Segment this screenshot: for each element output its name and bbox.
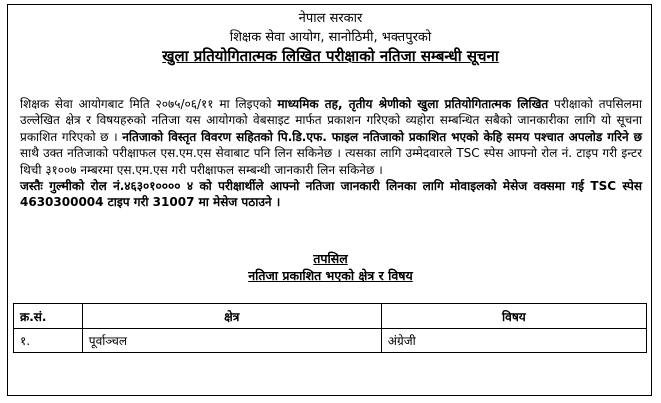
paragraph-text-2: परीक्षाको तपसिलमा उल्लेखित क्षेत्र र विषयहरुको नतिजा यस आयोगको वेबसाइट मार्फत प्रकाशन गरिएको व्यहोरा सम्बन्धित सबैको जानकारीका लागि यो सूचना प्रकाशित गरिएको छ ।: [20, 97, 643, 144]
paragraph-text-1: शिक्षक सेवा आयोगबाट मिति २०७५/०६/११ मा लिइएको: [20, 97, 278, 111]
pdf-notice-bold: नतिजाको विस्तृत विवरण सहितको पि.डि.एफ. फाइल नतिजाको प्रकाशित भएको केहि समय पश्चात अपलोड गरिने छ: [122, 129, 642, 144]
government-name: नेपाल सरकार: [298, 11, 363, 26]
cell-serial: १.: [14, 329, 83, 353]
table-header-row: [14, 304, 647, 329]
detail-heading-1: तपसिल: [313, 251, 348, 266]
cell-region: पूर्वाञ्चल: [82, 329, 381, 353]
cell-subject: अंग्रेजी: [381, 329, 646, 353]
detail-heading: [0, 250, 661, 284]
notice-body: [20, 96, 642, 211]
col-header-region: क्षेत्र: [82, 304, 381, 329]
detail-heading-2: नतिजा प्रकाशित भएको क्षेत्र र विषय: [248, 268, 413, 283]
col-header-serial: क्र.सं.: [14, 304, 83, 329]
col-header-subject: विषय: [381, 304, 646, 329]
notice-paragraph: [20, 96, 642, 178]
notice-title: खुला प्रतियोगितात्मक लिखित परीक्षाको नतिजा सम्बन्धी सूचना: [162, 47, 499, 65]
exam-level-bold: माध्यमिक तह, तृतीय श्रेणीको खुला प्रतियोगितात्मक लिखित: [277, 97, 549, 111]
table-row: [14, 329, 647, 353]
results-table: [13, 303, 647, 353]
sms-example: जस्तैः गुल्मीको रोल नं.४६३०१०००० ४ को परीक्षार्थीले आफ्नो नतिजा जानकारी लिनका लागि मोवाइलको मेसेज वक्समा गई TSC स्पेस 4630300004 टाइप गरी 31007 मा मेसेज पठाउने ।: [20, 179, 642, 210]
commission-name: शिक्षक सेवा आयोग, सानोठिमी, भक्तपुरको: [229, 30, 432, 45]
paragraph-text-3: साथै उक्त नतिजाको परीक्षाफल एस.एम.एस सेवाबाट पनि लिन सकिनेछ । त्यसका लागि उम्मेदवारले TSC स्पेस आफ्नो रोल नं. टाइप गरी इन्टर थिची ३१००७ नम्बरमा एस.एम.एस गरी परीक्षाफल सम्बन्धी जानकारी लिन सकिनेछ ।: [20, 146, 642, 177]
